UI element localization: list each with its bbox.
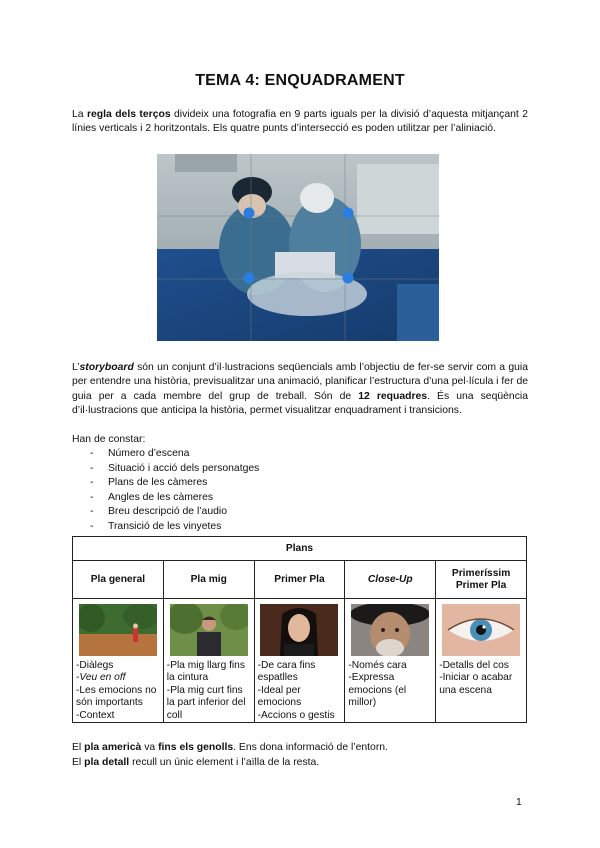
list-item: - Breu descripció de l’audio	[88, 505, 259, 520]
long-shot-image	[79, 604, 157, 656]
column-header: Primeríssim Primer Pla	[436, 561, 527, 599]
table-header: Plans	[73, 537, 527, 561]
detail-shot-note: El pla detall recull un únic element i l’aïlla de la resta.	[72, 757, 320, 768]
column-header: Pla general	[73, 561, 164, 599]
page-number: 1	[516, 797, 522, 808]
storyboard-paragraph: L’storyboard són un conjunt d’il·lustracions seqüencials amb l’objectiu de fer-se servir com a guia per entendre una història, previsualitzar una animació, planificar l’estructura d’una pel·lícula i fer de guia per a cada membre del grup de treball. Són de 12 requadres. És una seqüència d’il·lustracions que anticipa la història, permet visualitzar enquadrament i transicions.	[72, 362, 528, 416]
american-shot-note: El pla americà va fins els genolls. Ens dona informació de l’entorn.	[72, 742, 388, 753]
list-item: - Transició de les vinyetes	[88, 520, 259, 535]
page-title: TEMA 4: ENQUADRAMENT	[195, 72, 405, 89]
close-up-image	[351, 604, 429, 656]
rule-of-thirds-term: regla dels terços	[86, 109, 171, 120]
list-item: - Número d’escena	[88, 447, 259, 462]
plan-cell-primerissim: -Detalls del cos -Iniciar o acabar una escena	[436, 599, 527, 723]
grid-intersection-dot	[244, 273, 255, 284]
column-header: Close-Up	[345, 561, 436, 599]
extreme-close-up-image	[442, 604, 520, 656]
grid-intersection-dot	[343, 273, 354, 284]
close-shot-image	[260, 604, 338, 656]
medium-shot-image	[170, 604, 248, 656]
rule-of-thirds-photo	[157, 154, 439, 341]
column-header: Primer Pla	[254, 561, 345, 599]
plan-cell-closeup: -Només cara -Expressa emocions (el millor)	[345, 599, 436, 723]
storyboard-term: storyboard	[79, 362, 134, 373]
plan-cell-primer: -De cara fins espatlles -Ideal per emocions -Accions o gestis	[254, 599, 345, 723]
plan-cell-mig: -Pla mig llarg fins la cintura -Pla mig curt fins la part inferior del coll	[163, 599, 254, 723]
grid-intersection-dot	[244, 208, 255, 219]
list-item: - Plans de les càmeres	[88, 476, 259, 491]
list-item: - Situació i acció dels personatges	[88, 462, 259, 477]
list-intro: Han de constar:	[72, 434, 146, 445]
rule-of-thirds-paragraph: La regla dels terços divideix una fotografia en 9 parts iguals per la divisió d’aquesta mitjançant 2 línies verticals i 2 horitzontals. Els quatre punts d’intersecció es poden utilitzar per l’aliniació.	[72, 109, 528, 135]
list-item: - Angles de les càmeres	[88, 491, 259, 506]
twelve-frames-term: 12 requadres	[358, 390, 428, 402]
grid-intersection-dot	[343, 208, 354, 219]
requirements-list	[88, 447, 259, 535]
column-header: Pla mig	[163, 561, 254, 599]
plan-cell-general: -Diàlegs -Veu en off -Les emocions no són importants -Context	[73, 599, 164, 723]
plans-table	[72, 536, 527, 723]
